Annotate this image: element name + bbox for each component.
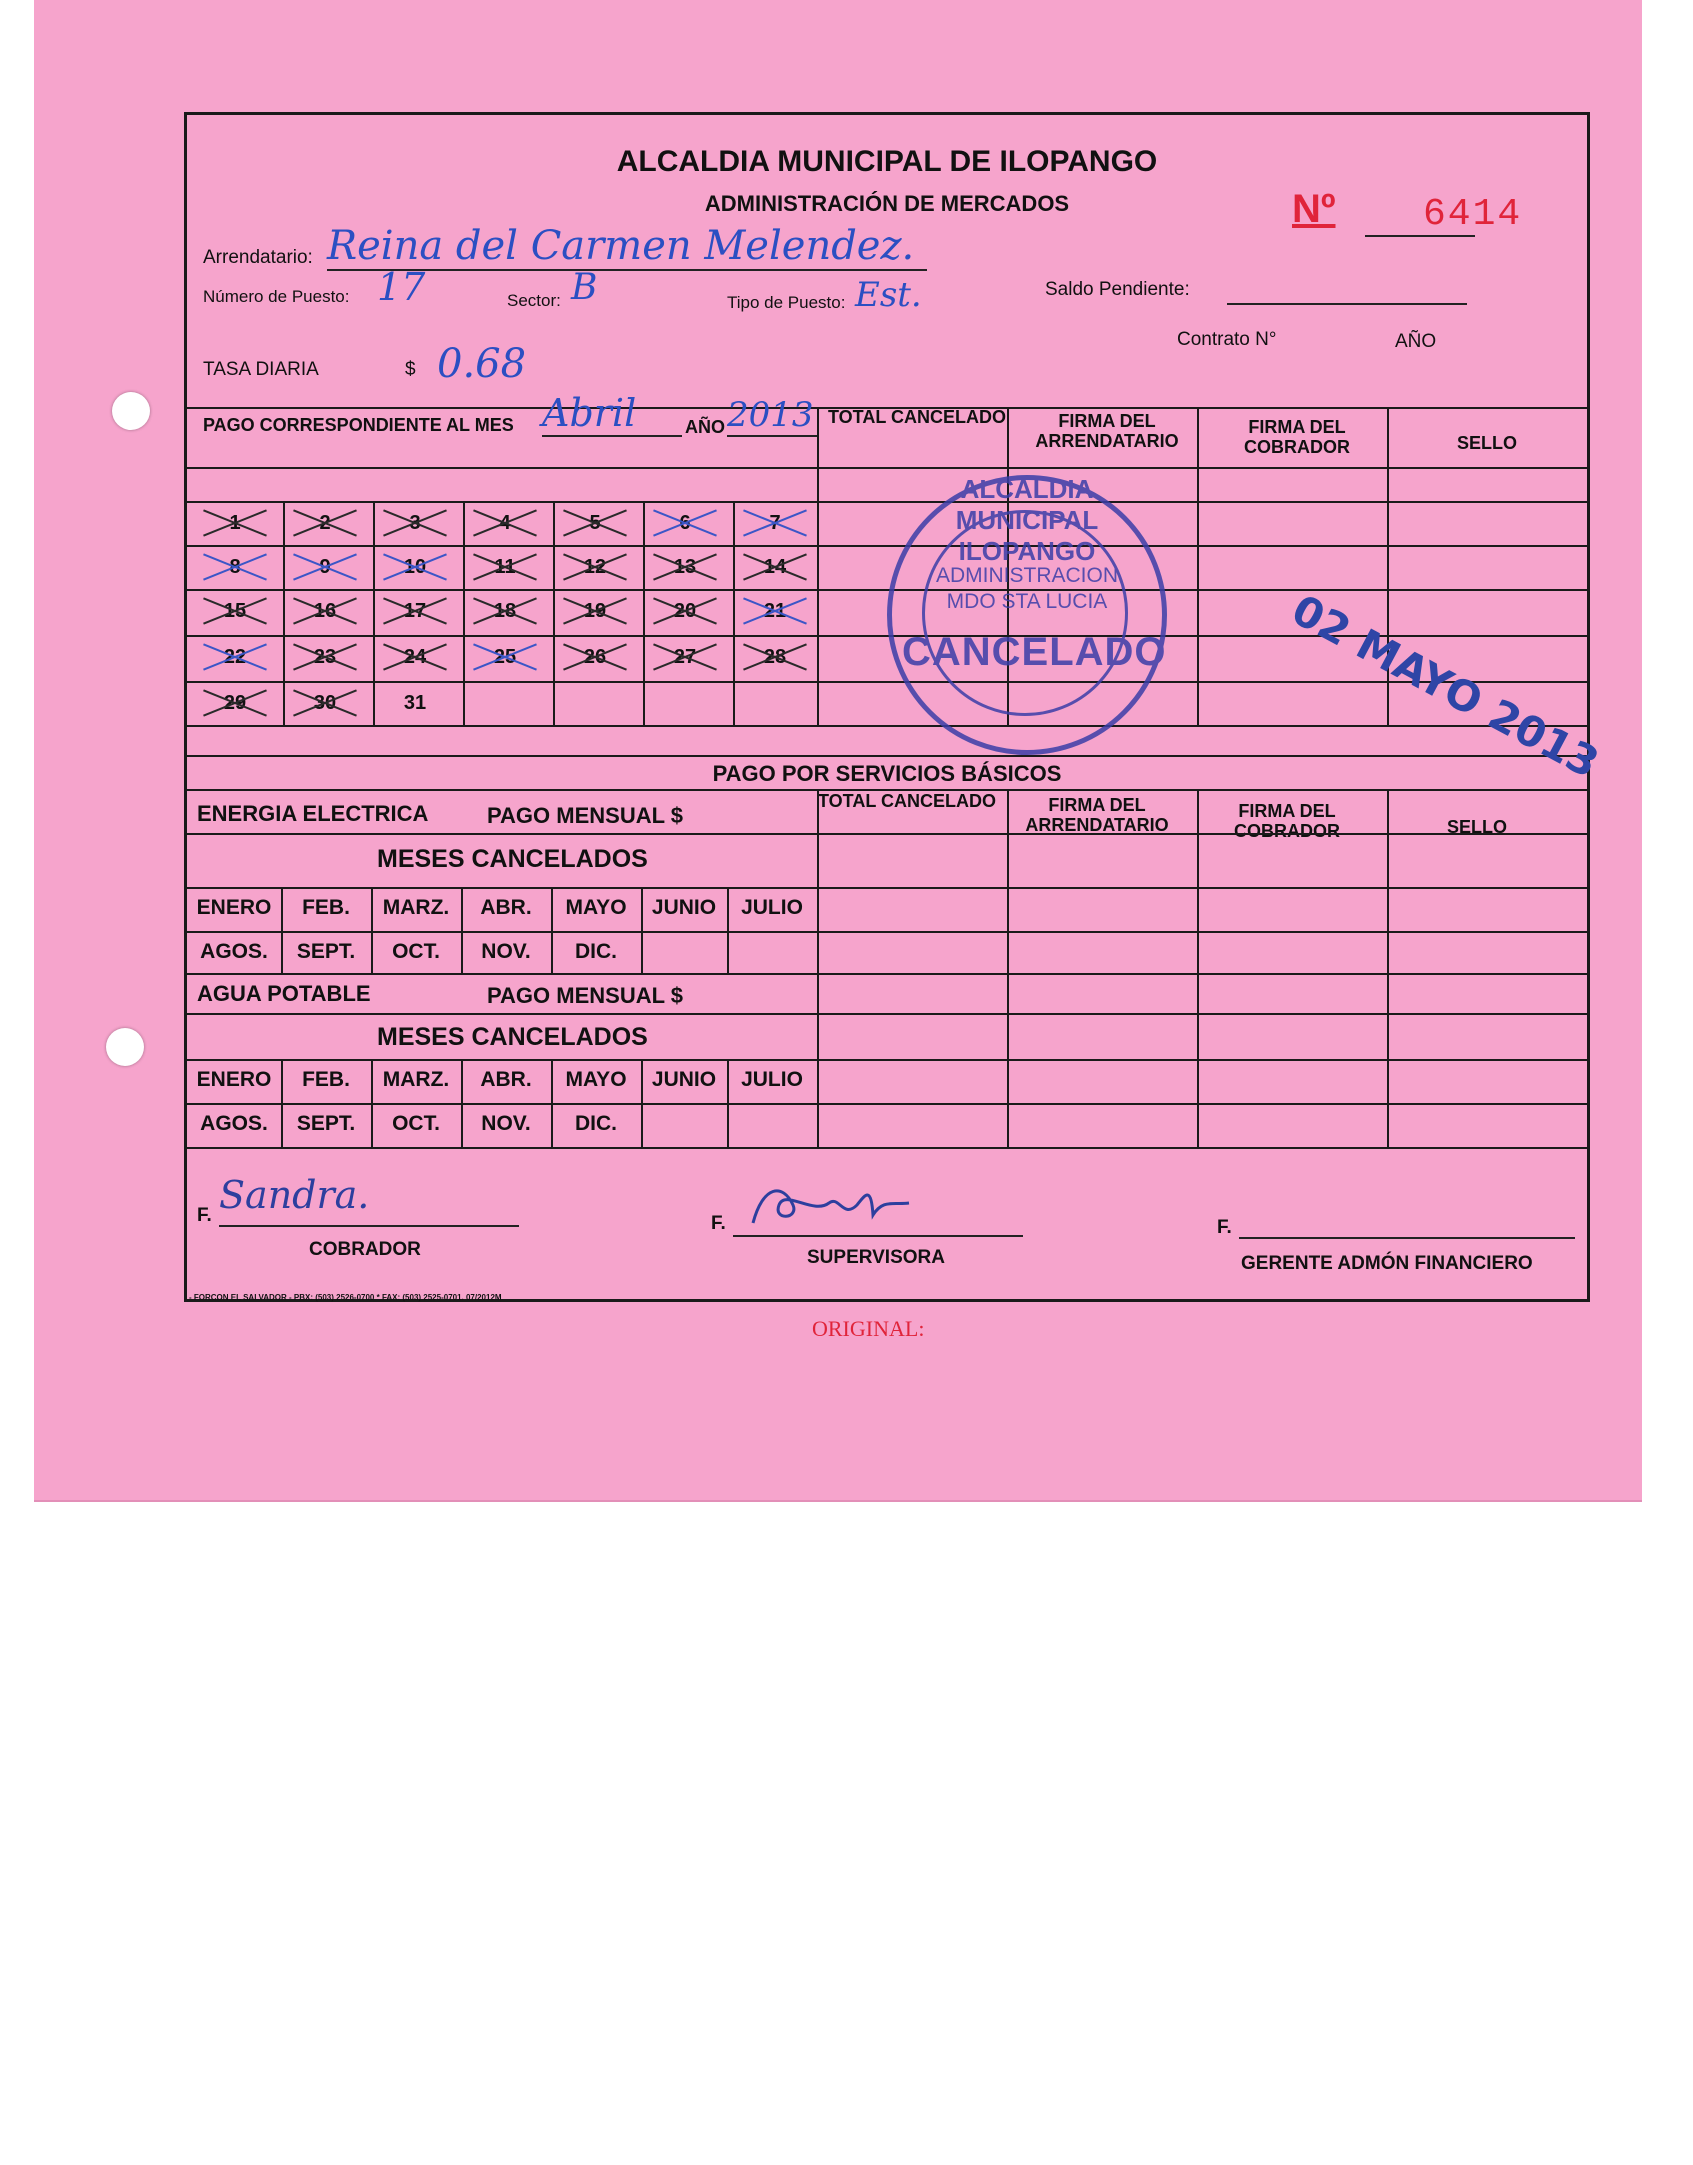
- day-cell: 22: [191, 635, 279, 679]
- col-total: TOTAL CANCELADO: [828, 407, 1006, 427]
- date-stamp: 02 MAYO 2013: [1283, 585, 1607, 788]
- day-cell: 4: [461, 501, 549, 545]
- arrendatario-label: Arrendatario:: [203, 247, 313, 268]
- agua-month-enero: ENERO: [196, 1068, 272, 1091]
- pago-anio-value: 2013: [727, 395, 817, 437]
- day-cell: 2: [281, 501, 369, 545]
- tipo-puesto-value: Est.: [855, 275, 922, 315]
- energia-month-enero: ENERO: [196, 896, 272, 919]
- day-cell: 19: [551, 589, 639, 633]
- stamp-line2: MDO STA LUCIA: [946, 590, 1108, 613]
- energia-label: ENERGIA ELECTRICA: [197, 801, 429, 826]
- col-firma-cobrador-servicios: FIRMA DEL COBRADOR: [1234, 801, 1340, 841]
- energia-month-feb: FEB.: [302, 896, 350, 919]
- cobrador-signature: Sandra.: [219, 1173, 519, 1227]
- col-sello-servicios: SELLO: [1446, 817, 1507, 837]
- col-total-servicios: TOTAL CANCELADO: [818, 791, 996, 811]
- municipality-title: ALCALDIA MUNICIPAL DE ILOPANGO: [616, 145, 1158, 178]
- col-sello: SELLO: [1456, 433, 1517, 453]
- tasa-label: TASA DIARIA: [203, 359, 319, 380]
- day-cell: 21: [731, 589, 819, 633]
- day-cell: 5: [551, 501, 639, 545]
- copy-label: ORIGINAL:: [812, 1316, 925, 1341]
- tasa-value: 0.68: [437, 341, 527, 387]
- receipt-form: [184, 112, 1607, 1302]
- gerente-sig-prefix: F.: [1217, 1217, 1232, 1238]
- department-subtitle: ADMINISTRACIÓN DE MERCADOS: [704, 191, 1070, 216]
- folio-label: Nº: [1292, 187, 1336, 231]
- cobrador-sig-prefix: F.: [197, 1205, 212, 1226]
- day-cell: 20: [641, 589, 729, 633]
- gerente-signature[interactable]: [1239, 1211, 1575, 1239]
- tipo-puesto-label: Tipo de Puesto:: [727, 293, 846, 312]
- supervisora-signature: [733, 1175, 1023, 1237]
- agua-month-feb: FEB.: [302, 1068, 350, 1091]
- energia-month-oct: OCT.: [392, 940, 440, 963]
- saldo-field[interactable]: [1227, 275, 1467, 305]
- day-cell: 29: [191, 681, 279, 725]
- day-cell: 30: [281, 681, 369, 725]
- sector-label: Sector:: [507, 291, 561, 310]
- contrato-label: Contrato N°: [1177, 329, 1277, 350]
- day-cell: 27: [641, 635, 729, 679]
- day-cell: 3: [371, 501, 459, 545]
- stamp-top-text: ALCALDIA MUNICIPAL ILOPANGO: [955, 474, 1099, 566]
- binder-hole: [112, 392, 150, 430]
- col-firma-cobrador: FIRMA DEL COBRADOR: [1244, 417, 1350, 457]
- day-cell: 6: [641, 501, 729, 545]
- agua-pago-mensual: PAGO MENSUAL $: [487, 983, 683, 1008]
- supervisora-signature-mark: [733, 1175, 933, 1235]
- agua-month-sept: SEPT.: [296, 1112, 356, 1135]
- receipt-paper: [34, 0, 1642, 1502]
- stamp-line1: ADMINISTRACION: [935, 564, 1118, 587]
- day-cell: 26: [551, 635, 639, 679]
- energia-month-dic: DIC.: [575, 940, 617, 963]
- col-firma-arrendatario: FIRMA DEL ARRENDATARIO: [1035, 411, 1179, 451]
- puesto-label: Número de Puesto:: [203, 287, 350, 306]
- day-cell: 17: [371, 589, 459, 633]
- energia-month-agos: AGOS.: [200, 940, 268, 963]
- day-cell: 16: [281, 589, 369, 633]
- day-cell: 7: [731, 501, 819, 545]
- day-cell: 10: [371, 545, 459, 589]
- agua-month-julio: JULIO: [741, 1068, 803, 1091]
- energia-month-sept: SEPT.: [296, 940, 356, 963]
- printer-info: - FORCON EL SALVADOR - PBX: (503) 2526-0700 * FAX: (503) 2525-0701. 07/2012M: [189, 1293, 502, 1302]
- cancelado-stamp: [887, 475, 1167, 755]
- day-cell: 31: [403, 692, 427, 714]
- agua-meses-title: MESES CANCELADOS: [377, 1023, 648, 1051]
- day-cell: 8: [191, 545, 279, 589]
- agua-label: AGUA POTABLE: [197, 981, 371, 1006]
- energia-month-abr: ABR.: [480, 896, 532, 919]
- energia-month-marz: MARZ.: [382, 896, 450, 919]
- cobrador-label: COBRADOR: [309, 1239, 421, 1260]
- day-cell: 11: [461, 545, 549, 589]
- agua-month-oct: OCT.: [392, 1112, 440, 1135]
- servicios-title: PAGO POR SERVICIOS BÁSICOS: [712, 761, 1062, 786]
- day-cell: 12: [551, 545, 639, 589]
- pago-anio-label: AÑO: [685, 417, 725, 437]
- tasa-currency: $: [405, 359, 416, 380]
- energia-meses-title: MESES CANCELADOS: [377, 845, 648, 873]
- agua-month-mayo: MAYO: [565, 1068, 627, 1091]
- day-cell: 28: [731, 635, 819, 679]
- day-cell: 1: [191, 501, 279, 545]
- day-cell: 24: [371, 635, 459, 679]
- pago-mes-value: Abril: [542, 391, 682, 437]
- supervisora-label: SUPERVISORA: [807, 1247, 945, 1268]
- day-cell: 18: [461, 589, 549, 633]
- day-cell: 25: [461, 635, 549, 679]
- energia-month-julio: JULIO: [741, 896, 803, 919]
- day-cell: 13: [641, 545, 729, 589]
- energia-month-mayo: MAYO: [565, 896, 627, 919]
- col-firma-arrendatario-servicios: FIRMA DEL ARRENDATARIO: [1025, 795, 1169, 835]
- agua-month-agos: AGOS.: [200, 1112, 268, 1135]
- agua-month-dic: DIC.: [575, 1112, 617, 1135]
- day-cell: 14: [731, 545, 819, 589]
- supervisora-sig-prefix: F.: [711, 1213, 726, 1234]
- folio-number: 6414: [1423, 193, 1523, 236]
- energia-month-junio: JUNIO: [651, 896, 717, 919]
- arrendatario-value: Reina del Carmen Melendez.: [327, 223, 927, 271]
- agua-month-abr: ABR.: [480, 1068, 532, 1091]
- energia-pago-mensual: PAGO MENSUAL $: [487, 803, 683, 828]
- day-cell: 23: [281, 635, 369, 679]
- folio-underline: [1365, 235, 1475, 237]
- pago-mes-label: PAGO CORRESPONDIENTE AL MES: [203, 415, 514, 435]
- agua-month-marz: MARZ.: [382, 1068, 450, 1091]
- day-cell: 15: [191, 589, 279, 633]
- binder-hole: [106, 1028, 144, 1066]
- gerente-label: GERENTE ADMÓN FINANCIERO: [1241, 1253, 1533, 1274]
- day-cell: 9: [281, 545, 369, 589]
- anio-contrato-label: AÑO: [1395, 331, 1437, 352]
- puesto-value: 17: [377, 265, 426, 309]
- stamp-status: CANCELADO: [902, 630, 1167, 674]
- agua-month-nov: NOV.: [481, 1112, 531, 1135]
- saldo-label: Saldo Pendiente:: [1045, 279, 1190, 300]
- energia-month-nov: NOV.: [481, 940, 531, 963]
- agua-month-junio: JUNIO: [651, 1068, 717, 1091]
- sector-value: B: [571, 267, 598, 308]
